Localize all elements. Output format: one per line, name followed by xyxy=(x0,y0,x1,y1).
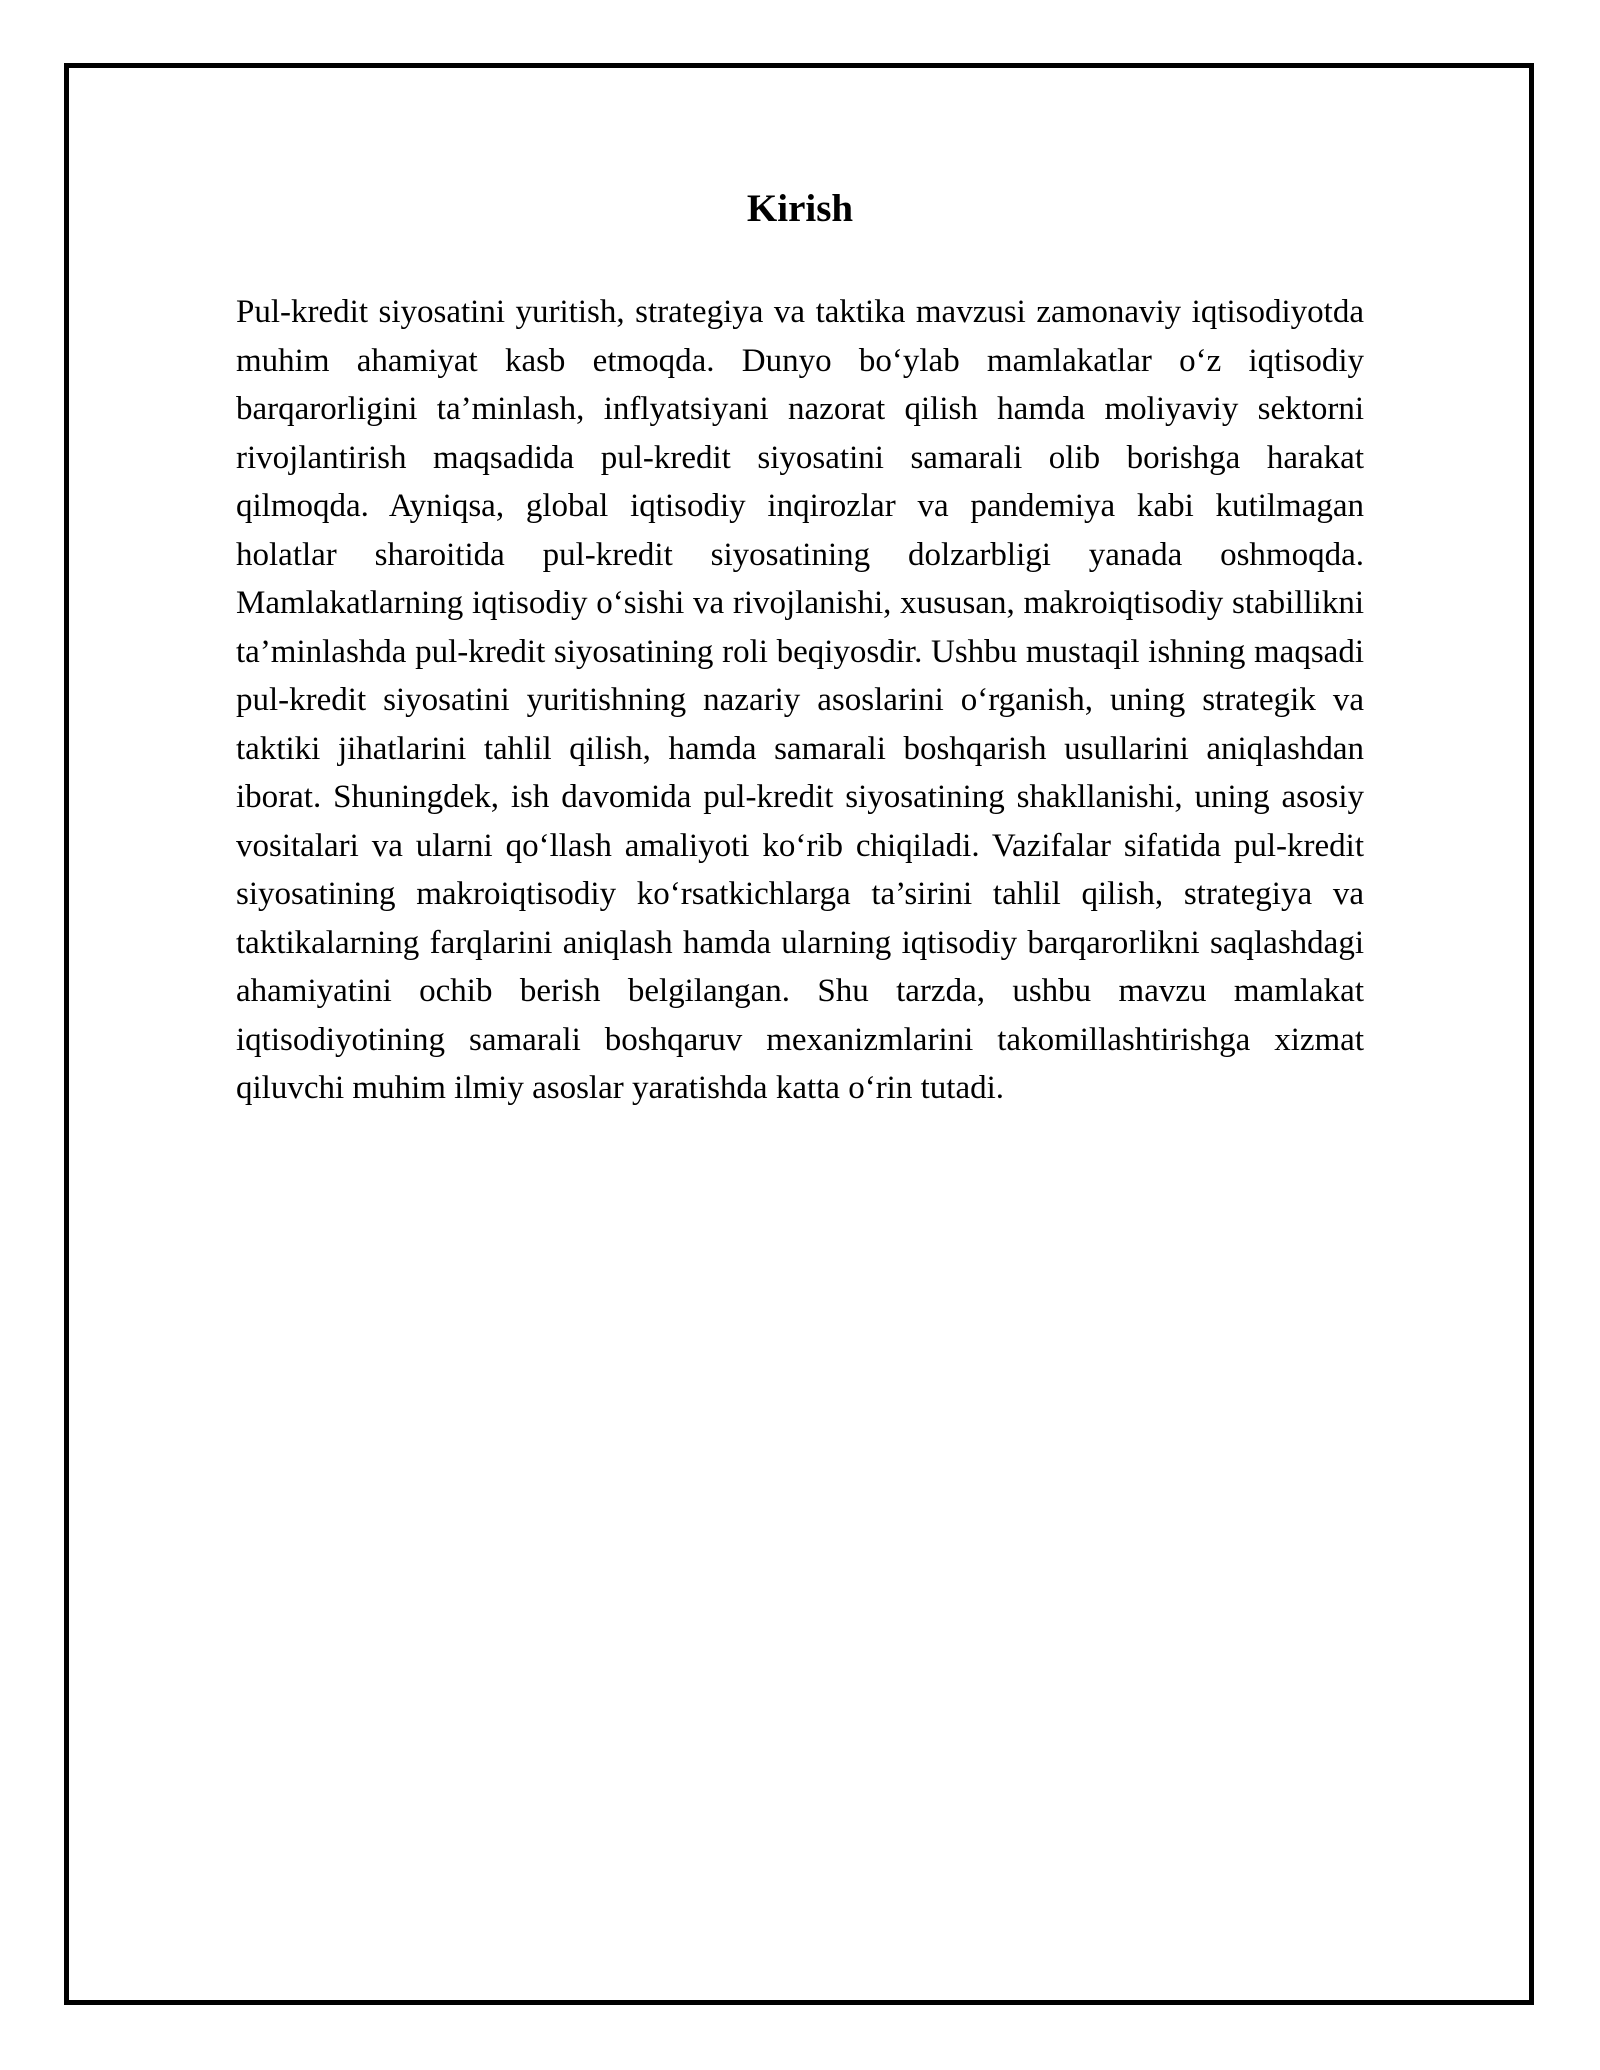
body-paragraph: Pul-kredit siyosatini yuritish, strategiya va taktika mavzusi zamonaviy iqtisodiyotda muhim ahamiyat kasb etmoqda. Dunyo bo‘ylab mamlakatlar o‘z iqtisodiy barqarorligini ta’minlash, inflyatsiyani nazorat qilish hamda moliyaviy sektorni rivojlantirish maqsadida pul-kredit siyosatini samarali olib borishga harakat qilmoqda. Ayniqsa, global iqtisodiy inqirozlar va pandemiya kabi kutilmagan holatlar sharoitida pul-kredit siyosatining dolzarbligi yanada oshmoqda. Mamlakatlarning iqtisodiy o‘sishi va rivojlanishi, xususan, makroiqtisodiy stabillikni ta’minlashda pul-kredit siyosatining roli beqiyosdir. Ushbu mustaqil ishning maqsadi pul-kredit siyosatini yuritishning nazariy asoslarini o‘rganish, uning strategik va taktiki jihatlarini tahlil qilish, hamda samarali boshqarish usullarini aniqlashdan iborat. Shuningdek, ish davomida pul-kredit siyosatining shakllanishi, uning asosiy vositalari va ularni qo‘llash amaliyoti ko‘rib chiqiladi. Vazifalar sifatida pul-kredit siyosatining makroiqtisodiy ko‘rsatkichlarga ta’sirini tahlil qilish, strategiya va taktikalarning farqlarini aniqlash hamda ularning iqtisodiy barqarorlikni saqlashdagi ahamiyatini ochib berish belgilangan. Shu tarzda, ushbu mavzu mamlakat iqtisodiyotining samarali boshqaruv mexanizmlarini takomillashtirishga xizmat qiluvchi muhim ilmiy asoslar yaratishda katta o‘rin tutadi. xyxy=(236,294,1364,1106)
page-title: Kirish xyxy=(746,187,854,230)
